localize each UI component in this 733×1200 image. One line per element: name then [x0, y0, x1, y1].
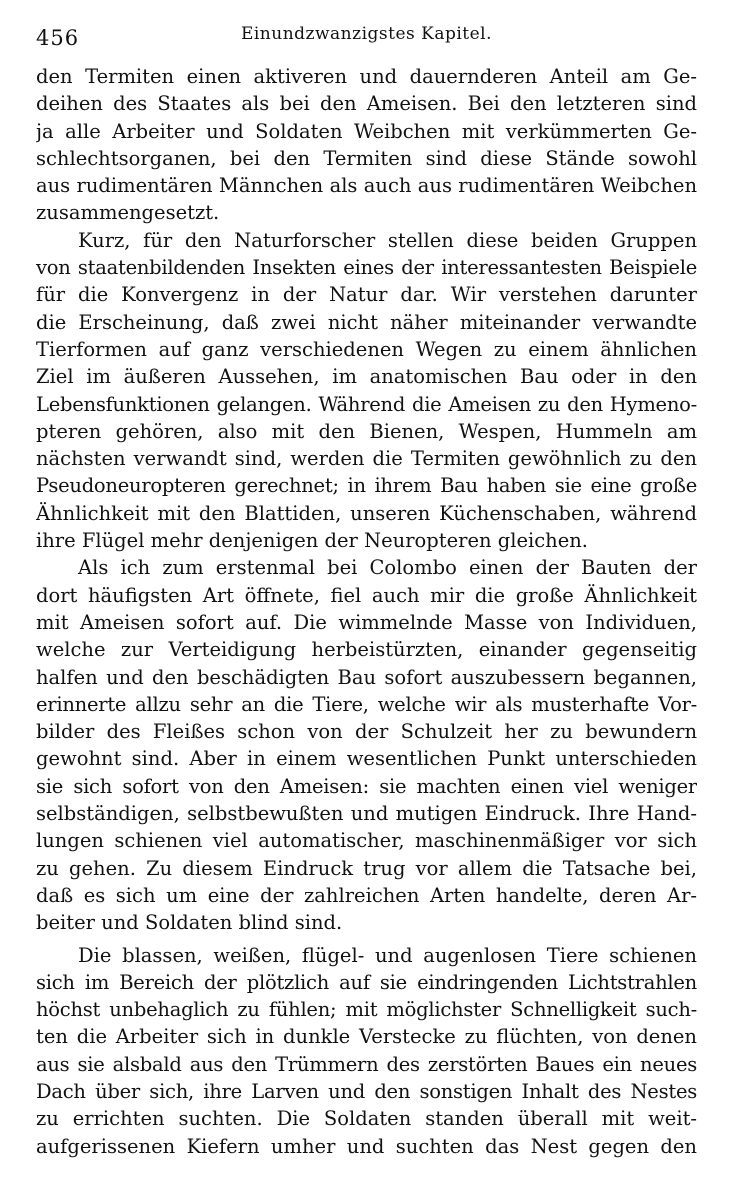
text-line: zusammengesetzt. — [36, 201, 220, 225]
text-line: Tierformen auf ganz verschiedenen Wegen zu einem ähnlichen — [36, 337, 697, 361]
text-line: deihen des Staates als bei den Ameisen. Bei den letzteren sind — [36, 92, 697, 116]
text-line: den Termiten einen aktiveren und dauernderen Anteil am Ge- — [36, 65, 697, 88]
text-line: bilder des Fleißes schon von der Schulzeit her zu bewundern — [36, 720, 697, 744]
text-line: Ähnlichkeit mit den Blattiden, unseren Küchenschaben, während — [36, 501, 697, 525]
text-line: nächsten verwandt sind, werden die Termiten gewöhnlich zu den — [36, 447, 697, 471]
text-line: für die Konvergenz in der Natur dar. Wir verstehen darunter — [36, 283, 697, 307]
text-line: erinnerte allzu sehr an die Tiere, welche wir als musterhafte Vor- — [36, 692, 697, 716]
chapter-title: Einundzwanzigstes Kapitel. — [240, 24, 493, 44]
text-line: welche zur Verteidigung herbeistürzten, einander gegenseitig — [36, 638, 697, 662]
text-line: zu gehen. Zu diesem Eindruck trug vor allem die Tatsache bei, — [36, 856, 697, 880]
page-number: 456 — [36, 26, 80, 50]
text-line: ja alle Arbeiter und Soldaten Weibchen mit verkümmerten Ge- — [36, 119, 697, 143]
text-line: ihre Flügel mehr denjenigen der Neuropteren gleichen. — [36, 529, 589, 553]
text-line: aufgerissenen Kiefern umher und suchten das Nest gegen den — [36, 1134, 697, 1158]
text-line: halfen und den beschädigten Bau sofort auszubessern begannen, — [36, 665, 697, 689]
running-head — [36, 22, 697, 52]
text-line: dort häufigsten Art öffnete, fiel auch mir die große Ähnlichkeit — [36, 583, 697, 607]
text-line: selbständigen, selbstbewußten und mutigen Eindruck. Ihre Hand- — [36, 802, 697, 826]
text-line: ten die Arbeiter sich in dunkle Verstecke zu flüchten, von denen — [36, 1025, 697, 1049]
text-line: aus sie alsbald aus den Trümmern des zerstörten Baues ein neues — [36, 1052, 697, 1076]
text-line: Kurz, für den Naturforscher stellen diese beiden Gruppen — [78, 228, 697, 252]
text-line: Lebensfunktionen gelangen. Während die Ameisen zu den Hymeno- — [36, 392, 697, 416]
text-line: von staatenbildenden Insekten eines der interessantesten Beispiele — [36, 256, 697, 280]
text-line: die Erscheinung, daß zwei nicht näher miteinander verwandte — [36, 310, 697, 334]
text-line: aus rudimentären Männchen als auch aus rudimentären Weibchen — [36, 174, 697, 198]
text-line: Dach über sich, ihre Larven und den sonstigen Inhalt des Nestes — [36, 1079, 697, 1103]
body-text — [36, 63, 697, 1160]
text-line: zu errichten suchten. Die Soldaten standen überall mit weit- — [36, 1107, 697, 1131]
text-line: Die blassen, weißen, flügel- und augenlosen Tiere schienen — [78, 943, 697, 967]
text-line: höchst unbehaglich zu fühlen; mit möglichster Schnelligkeit such- — [36, 998, 697, 1022]
text-line: sich im Bereich der plötzlich auf sie eindringenden Lichtstrahlen — [36, 970, 697, 994]
text-line: Ziel im äußeren Aussehen, im anatomischen Bau oder in den — [36, 365, 697, 389]
text-line: gewohnt sind. Aber in einem wesentlichen Punkt unterschieden — [36, 747, 697, 771]
text-line: schlechtsorganen, bei den Termiten sind diese Stände sowohl — [36, 146, 697, 170]
text-line: Pseudoneuropteren gerechnet; in ihrem Bau haben sie eine große — [36, 474, 697, 498]
text-line: daß es sich um eine der zahlreichen Arten handelte, deren Ar- — [36, 883, 697, 907]
text-line: lungen schienen viel automatischer, maschinenmäßiger vor sich — [36, 829, 697, 853]
text-line: mit Ameisen sofort auf. Die wimmelnde Masse von Individuen, — [36, 610, 697, 634]
text-line: sie sich sofort von den Ameisen: sie machten einen viel weniger — [36, 774, 697, 798]
text-line: pteren gehören, also mit den Bienen, Wespen, Hummeln am — [36, 419, 697, 443]
text-line: Als ich zum erstenmal bei Colombo einen der Bauten der — [78, 556, 697, 580]
text-line: beiter und Soldaten blind sind. — [36, 911, 343, 935]
